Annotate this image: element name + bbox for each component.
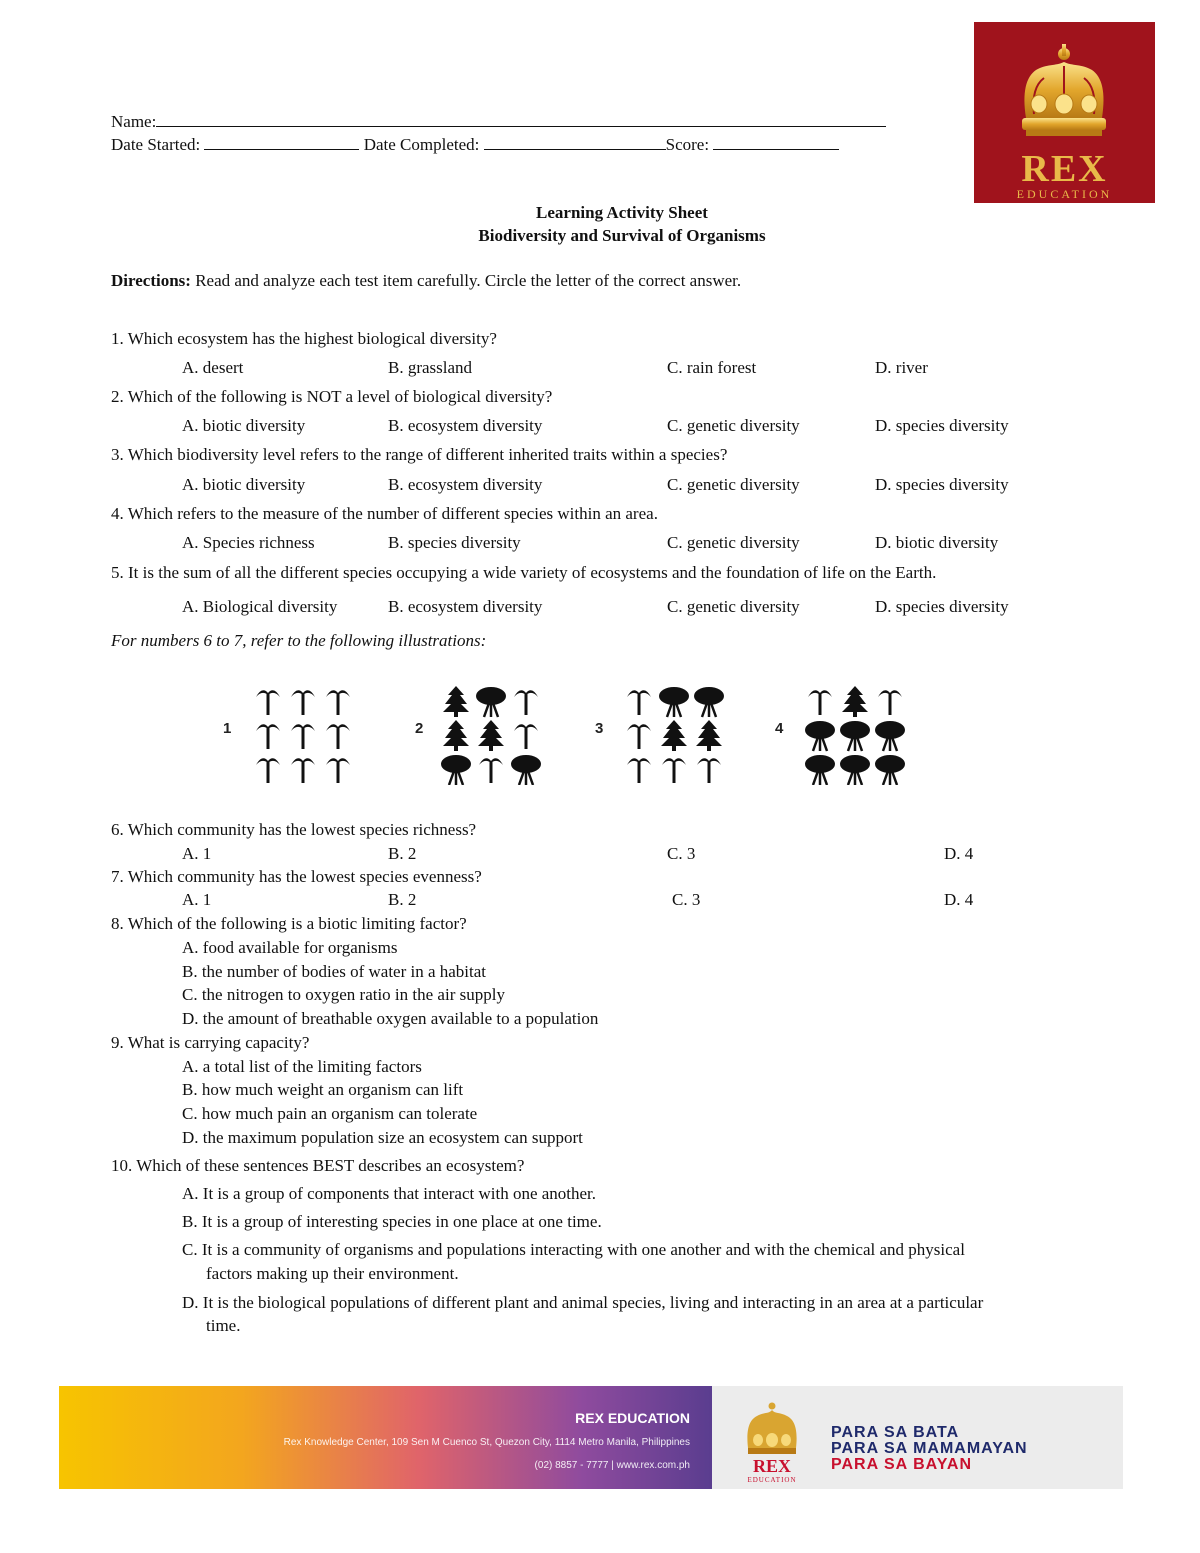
q1-option-b[interactable]: B. grassland <box>388 358 473 377</box>
community-label-3: 3 <box>595 720 604 737</box>
question-8: 8. Which of the following is a biotic limiting factor? <box>111 914 467 933</box>
q1-option-d[interactable]: D. river <box>875 358 928 377</box>
footer-logo-text: REX <box>752 1456 792 1476</box>
name-line[interactable] <box>156 112 886 127</box>
pine-icon <box>661 720 687 751</box>
pine-icon <box>842 686 868 717</box>
footer-company: REX EDUCATION <box>575 1410 690 1426</box>
question-4: 4. Which refers to the measure of the number of different species within an area. <box>111 504 658 523</box>
question-3: 3. Which biodiversity level refers to the range of different inherited traits within a species? <box>111 445 728 464</box>
tree-icon <box>476 687 506 717</box>
q8-option-a[interactable]: A. food available for organisms <box>182 938 398 957</box>
date-started-label: Date Started: <box>111 135 201 154</box>
palm-icon <box>256 690 280 715</box>
tree-icon <box>511 755 541 785</box>
tree-icon <box>840 755 870 785</box>
tree-icon <box>659 687 689 717</box>
q8-option-b[interactable]: B. the number of bodies of water in a habitat <box>182 962 487 981</box>
q5-option-c[interactable]: C. genetic diversity <box>667 597 800 616</box>
q2-option-a[interactable]: A. biotic diversity <box>182 416 306 435</box>
q2-option-c[interactable]: C. genetic diversity <box>667 416 800 435</box>
directions-text: Read and analyze each test item carefully. Circle the letter of the correct answer. <box>190 271 742 290</box>
q8-option-d[interactable]: D. the amount of breathable oxygen available to a population <box>182 1009 599 1028</box>
date-completed-label: Date Completed: <box>363 135 480 154</box>
q6-option-d[interactable]: D. 4 <box>944 844 974 863</box>
q9-option-d[interactable]: D. the maximum population size an ecosystem can support <box>182 1128 583 1147</box>
name-field[interactable] <box>111 112 886 132</box>
community-illustration <box>215 675 925 785</box>
q6-option-a[interactable]: A. 1 <box>182 844 212 863</box>
community-label-2: 2 <box>415 720 424 737</box>
palm-icon <box>627 758 651 783</box>
q10-option-c[interactable]: C. It is a community of organisms and populations interacting with one another and with the chemical and physical <box>182 1240 965 1259</box>
logo-sub-text: EDUCATION <box>1016 187 1113 201</box>
q7-option-c[interactable]: C. 3 <box>672 890 701 909</box>
q7-option-a[interactable]: A. 1 <box>182 890 212 909</box>
q10-option-b[interactable]: B. It is a group of interesting species in one place at one time. <box>182 1212 602 1231</box>
date-completed-line[interactable] <box>484 135 666 150</box>
q7-option-d[interactable]: D. 4 <box>944 890 974 909</box>
palm-icon <box>326 690 350 715</box>
pine-icon <box>696 720 722 751</box>
question-2: 2. Which of the following is NOT a level of biological diversity? <box>111 387 553 406</box>
palm-icon <box>514 724 538 749</box>
score-line[interactable] <box>713 135 839 150</box>
tree-icon <box>805 721 835 751</box>
pine-icon <box>443 686 469 717</box>
name-label: Name: <box>111 112 157 131</box>
directions <box>111 271 741 291</box>
q1-option-a[interactable]: A. desert <box>182 358 244 377</box>
palm-icon <box>627 690 651 715</box>
q3-option-c[interactable]: C. genetic diversity <box>667 475 800 494</box>
sheet-title: Learning Activity Sheet <box>536 203 708 222</box>
footer-address: Rex Knowledge Center, 109 Sen M Cuenco St, Quezon City, 1114 Metro Manila, Philippines <box>283 1437 690 1448</box>
date-started-line[interactable] <box>204 135 359 150</box>
tree-icon <box>441 755 471 785</box>
question-7: 7. Which community has the lowest species evenness? <box>111 867 482 886</box>
palm-icon <box>256 758 280 783</box>
footer-slogan-panel <box>712 1386 1123 1489</box>
rex-education-logo <box>974 22 1155 203</box>
q3-option-a[interactable]: A. biotic diversity <box>182 475 306 494</box>
footer-contact[interactable]: (02) 8857 - 7777 | www.rex.com.ph <box>534 1460 690 1471</box>
palm-icon <box>256 724 280 749</box>
dates-row <box>111 135 839 155</box>
q3-option-d[interactable]: D. species diversity <box>875 475 1009 494</box>
footer-crown-icon <box>722 1386 822 1489</box>
q4-option-c[interactable]: C. genetic diversity <box>667 533 800 552</box>
q1-option-c[interactable]: C. rain forest <box>667 358 757 377</box>
tree-icon <box>875 755 905 785</box>
directions-label: Directions: <box>111 271 191 290</box>
palm-icon <box>291 724 315 749</box>
question-9: 9. What is carrying capacity? <box>111 1033 310 1052</box>
palm-icon <box>514 690 538 715</box>
illustration-instruction: For numbers 6 to 7, refer to the following illustrations: <box>111 631 487 650</box>
community-label-1: 1 <box>223 720 232 737</box>
q9-option-b[interactable]: B. how much weight an organism can lift <box>182 1080 464 1099</box>
palm-icon <box>878 690 902 715</box>
footer-banner <box>59 1386 1123 1489</box>
palm-icon <box>697 758 721 783</box>
palm-icon <box>808 690 832 715</box>
tree-icon <box>840 721 870 751</box>
question-10: 10. Which of these sentences BEST describes an ecosystem? <box>111 1156 525 1175</box>
palm-icon <box>291 690 315 715</box>
q9-option-c[interactable]: C. how much pain an organism can tolerate <box>182 1104 478 1123</box>
slogan-line-1: PARA SA BATA <box>831 1424 960 1441</box>
question-1: 1. Which ecosystem has the highest biological diversity? <box>111 329 497 348</box>
q4-option-b[interactable]: B. species diversity <box>388 533 521 552</box>
tree-icon <box>805 755 835 785</box>
palm-icon <box>479 758 503 783</box>
pine-icon <box>478 720 504 751</box>
question-5: 5. It is the sum of all the different species occupying a wide variety of ecosystems and the foundation of life on the Earth. <box>111 563 937 582</box>
palm-icon <box>291 758 315 783</box>
q10-option-d[interactable]: D. It is the biological populations of different plant and animal species, living and interacting in an area at a particular <box>182 1293 984 1312</box>
q9-option-a[interactable]: A. a total list of the limiting factors <box>182 1057 422 1076</box>
q2-option-b[interactable]: B. ecosystem diversity <box>388 416 543 435</box>
crown-icon <box>974 22 1155 152</box>
q10-option-d-continued: time. <box>206 1316 241 1335</box>
slogan-line-3: PARA SA BAYAN <box>831 1456 973 1473</box>
q6-option-c[interactable]: C. 3 <box>667 844 696 863</box>
sheet-subtitle: Biodiversity and Survival of Organisms <box>478 226 766 245</box>
palm-icon <box>662 758 686 783</box>
footer-contact-panel <box>59 1386 712 1489</box>
q5-option-a[interactable]: A. Biological diversity <box>182 597 338 616</box>
plants-svg <box>215 675 925 785</box>
q2-option-d[interactable]: D. species diversity <box>875 416 1009 435</box>
community-label-4: 4 <box>775 720 784 737</box>
q5-option-b[interactable]: B. ecosystem diversity <box>388 597 543 616</box>
logo-brand-text: REX <box>1021 148 1108 190</box>
q3-option-b[interactable]: B. ecosystem diversity <box>388 475 543 494</box>
q10-option-c-continued: factors making up their environment. <box>206 1264 459 1283</box>
footer-logo-sub: EDUCATION <box>747 1476 797 1484</box>
palm-icon <box>326 758 350 783</box>
q8-option-c[interactable]: C. the nitrogen to oxygen ratio in the air supply <box>182 985 505 1004</box>
palm-icon <box>627 724 651 749</box>
score-label: Score: <box>665 135 710 154</box>
q5-option-d[interactable]: D. species diversity <box>875 597 1009 616</box>
q10-option-a[interactable]: A. It is a group of components that interact with one another. <box>182 1184 597 1203</box>
palm-icon <box>326 724 350 749</box>
tree-icon <box>875 721 905 751</box>
q6-option-b[interactable]: B. 2 <box>388 844 417 863</box>
slogan-line-2: PARA SA MAMAMAYAN <box>831 1440 1028 1457</box>
pine-icon <box>443 720 469 751</box>
q4-option-a[interactable]: A. Species richness <box>182 533 315 552</box>
question-6: 6. Which community has the lowest species richness? <box>111 820 477 839</box>
q4-option-d[interactable]: D. biotic diversity <box>875 533 999 552</box>
q7-option-b[interactable]: B. 2 <box>388 890 417 909</box>
tree-icon <box>694 687 724 717</box>
